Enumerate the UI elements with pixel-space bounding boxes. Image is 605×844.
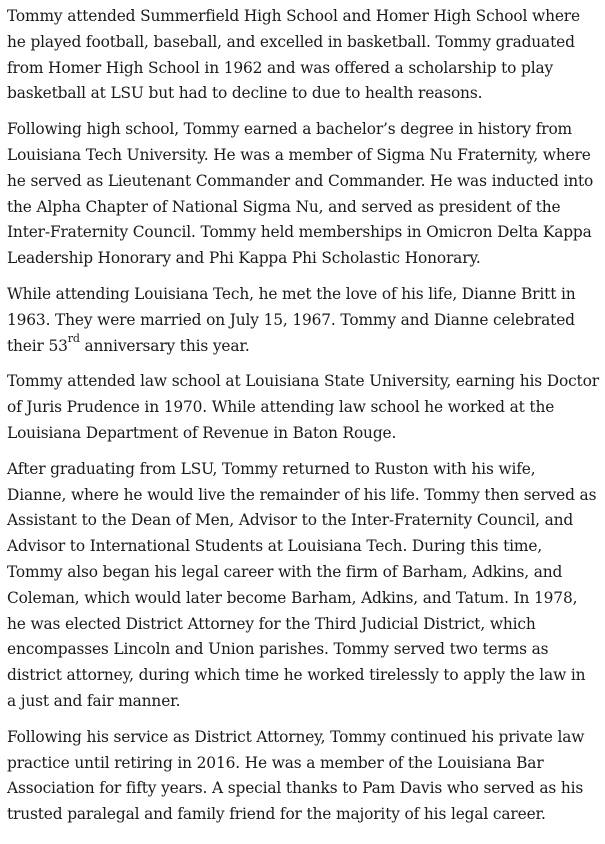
obituary-document — [7, 4, 599, 828]
paragraph-marriage — [7, 282, 599, 359]
paragraph-college: Following high school, Tommy earned a bachelor’s degree in history from Louisiana Tech University. He was a member of Sigma Nu Fraternity, where he served as Lieutenant Commander and Commander. He was inducted into the Alpha Chapter of National Sigma Nu, and served as president of the Inter-Fraternity Council. Tommy held memberships in Omicron Delta Kappa Leadership Honorary and Phi Kappa Phi Scholastic Honorary. — [7, 120, 594, 268]
paragraph-retirement: Following his service as District Attorney, Tommy continued his private law practice until retiring in 2016. He was a member of the Louisiana Bar Association for fifty years. A special thanks to Pam Davis who served as his trusted paralegal and family friend for the majority of his legal career. — [7, 727, 585, 824]
marriage-text-after: anniversary this year. — [79, 336, 250, 355]
marriage-text-before: While attending Louisiana Tech, he met the love of his life, Dianne Britt in 1963. They were married on July 15, 1967. Tommy and Dianne celebrated their 53 — [7, 284, 576, 355]
paragraph-high-school: Tommy attended Summerfield High School and Homer High School where he played football, baseball, and excelled in basketball. Tommy graduated from Homer High School in 1962 and was offered a scholarship to play basketball at LSU but had to decline to due to health reasons. — [7, 7, 580, 103]
paragraph-law-school: Tommy attended law school at Louisiana State University, earning his Doctor of Juris Prudence in 1970. While attending law school he worked at the Louisiana Department of Revenue in Baton Rouge. — [7, 372, 599, 442]
ordinal-suffix: rd — [67, 332, 80, 346]
paragraph-career: After graduating from LSU, Tommy returned to Ruston with his wife, Dianne, where he would live the remainder of his life. Tommy then served as Assistant to the Dean of Men, Advisor to the Inter-Fraternity Council, and Advisor to International Students at Louisiana Tech. During this time, Tommy also began his legal career with the firm of Barham, Adkins, and Coleman, which would later become Barham, Adkins, and Tatum. In 1978, he was elected District Attorney for the Third Judicial District, which encompasses Lincoln and Union parishes. Tommy served two terms as district attorney, during which time he worked tirelessly to apply the law in a just and fair manner. — [7, 459, 597, 710]
